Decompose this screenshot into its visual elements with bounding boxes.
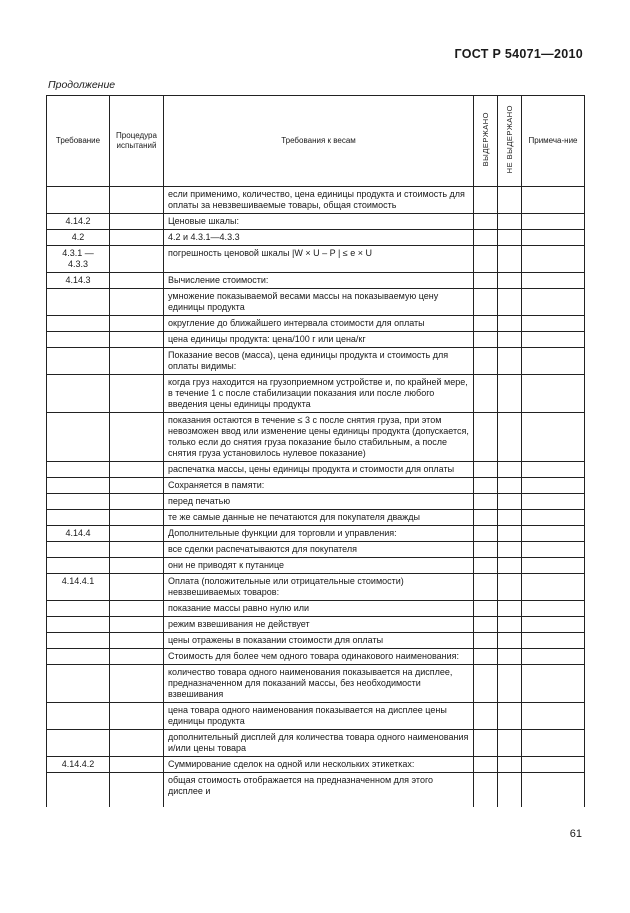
procedure-cell	[110, 617, 164, 633]
continuation-label: Продолжение	[48, 79, 116, 91]
table-row	[47, 230, 585, 246]
table-row	[47, 558, 585, 574]
notes-cell[interactable]	[522, 617, 585, 633]
requirement-cell	[47, 730, 110, 757]
notes-cell[interactable]	[522, 526, 585, 542]
notes-cell[interactable]	[522, 348, 585, 375]
failed-checkbox-cell[interactable]	[498, 289, 522, 316]
passed-checkbox-cell[interactable]	[474, 649, 498, 665]
column-header-requirement: Требование	[47, 96, 110, 187]
table-row	[47, 289, 585, 316]
requirement-cell	[47, 316, 110, 332]
procedure-cell	[110, 633, 164, 649]
table-row	[47, 703, 585, 730]
procedure-cell	[110, 316, 164, 332]
column-header-notes: Примеча-ние	[522, 96, 585, 187]
table-row	[47, 757, 585, 773]
page-number: 61	[569, 828, 582, 840]
passed-checkbox-cell[interactable]	[474, 757, 498, 773]
passed-checkbox-cell[interactable]	[474, 462, 498, 478]
notes-cell[interactable]	[522, 316, 585, 332]
procedure-cell	[110, 187, 164, 214]
requirement-cell	[47, 542, 110, 558]
requirement-text-cell: показания остаются в течение ≤ 3 с после снятия груза, при этом невозможен ввод или изменение цены единицы продукта (допускается, только если до снятия груза показание было стабильным, а после снятия груза установилось нулевое показание)	[164, 413, 474, 462]
passed-checkbox-cell[interactable]	[474, 230, 498, 246]
table-row	[47, 510, 585, 526]
table-row	[47, 542, 585, 558]
failed-checkbox-cell[interactable]	[498, 617, 522, 633]
requirement-cell	[47, 413, 110, 462]
table-row	[47, 526, 585, 542]
passed-checkbox-cell[interactable]	[474, 273, 498, 289]
failed-checkbox-cell[interactable]	[498, 413, 522, 462]
requirement-cell	[47, 633, 110, 649]
requirement-cell: 4.14.4	[47, 526, 110, 542]
notes-cell[interactable]	[522, 757, 585, 773]
table-row	[47, 316, 585, 332]
procedure-cell	[110, 665, 164, 703]
failed-checkbox-cell[interactable]	[498, 510, 522, 526]
failed-checkbox-cell[interactable]	[498, 316, 522, 332]
table-header-row	[47, 96, 585, 187]
requirement-text-cell: те же самые данные не печатаются для покупателя дважды	[164, 510, 474, 526]
requirement-text-cell: Сохраняется в памяти:	[164, 478, 474, 494]
passed-checkbox-cell[interactable]	[474, 187, 498, 214]
requirement-text-cell: Суммирование сделок на одной или нескольких этикетках:	[164, 757, 474, 773]
requirement-text-cell: режим взвешивания не действует	[164, 617, 474, 633]
procedure-cell	[110, 462, 164, 478]
passed-checkbox-cell[interactable]	[474, 246, 498, 273]
requirement-cell	[47, 558, 110, 574]
table-row	[47, 665, 585, 703]
requirement-cell	[47, 187, 110, 214]
requirement-cell: 4.14.4.1	[47, 574, 110, 601]
requirement-text-cell: дополнительный дисплей для количества товара одного наименования и/или цены товара	[164, 730, 474, 757]
failed-checkbox-cell[interactable]	[498, 665, 522, 703]
notes-cell[interactable]	[522, 665, 585, 703]
procedure-cell	[110, 649, 164, 665]
requirement-text-cell: Показание весов (масса), цена единицы продукта и стоимость для оплаты видимы:	[164, 348, 474, 375]
requirement-text-cell: все сделки распечатываются для покупателя	[164, 542, 474, 558]
failed-checkbox-cell[interactable]	[498, 526, 522, 542]
passed-checkbox-cell[interactable]	[474, 526, 498, 542]
failed-checkbox-cell[interactable]	[498, 230, 522, 246]
passed-checkbox-cell[interactable]	[474, 413, 498, 462]
failed-checkbox-cell[interactable]	[498, 273, 522, 289]
notes-cell[interactable]	[522, 462, 585, 478]
failed-checkbox-cell[interactable]	[498, 478, 522, 494]
requirement-text-cell: показание массы равно нулю или	[164, 601, 474, 617]
procedure-cell	[110, 757, 164, 773]
requirement-text-cell: округление до ближайшего интервала стоимости для оплаты	[164, 316, 474, 332]
requirement-cell: 4.14.4.2	[47, 757, 110, 773]
notes-cell[interactable]	[522, 773, 585, 808]
requirement-cell: 4.14.2	[47, 214, 110, 230]
requirement-cell: 4.14.3	[47, 273, 110, 289]
procedure-cell	[110, 558, 164, 574]
table-row	[47, 273, 585, 289]
notes-cell[interactable]	[522, 230, 585, 246]
requirement-text-cell: Оплата (положительные или отрицательные стоимости) невзвешиваемых товаров:	[164, 574, 474, 601]
table-row	[47, 574, 585, 601]
procedure-cell	[110, 273, 164, 289]
notes-cell[interactable]	[522, 273, 585, 289]
passed-checkbox-cell[interactable]	[474, 510, 498, 526]
table-row	[47, 730, 585, 757]
procedure-cell	[110, 526, 164, 542]
passed-checkbox-cell[interactable]	[474, 665, 498, 703]
notes-cell[interactable]	[522, 187, 585, 214]
procedure-cell	[110, 246, 164, 273]
table-row	[47, 187, 585, 214]
table-row	[47, 214, 585, 230]
notes-cell[interactable]	[522, 375, 585, 413]
passed-checkbox-cell[interactable]	[474, 617, 498, 633]
requirement-cell	[47, 375, 110, 413]
requirement-cell	[47, 649, 110, 665]
procedure-cell	[110, 413, 164, 462]
failed-checkbox-cell[interactable]	[498, 703, 522, 730]
requirement-text-cell: если применимо, количество, цена единицы продукта и стоимость для оплаты за невзвешиваемые товары, общая стоимость	[164, 187, 474, 214]
failed-checkbox-cell[interactable]	[498, 649, 522, 665]
requirement-cell	[47, 601, 110, 617]
procedure-cell	[110, 703, 164, 730]
requirement-text-cell: они не приводят к путанице	[164, 558, 474, 574]
failed-checkbox-cell[interactable]	[498, 214, 522, 230]
procedure-cell	[110, 773, 164, 808]
passed-checkbox-cell[interactable]	[474, 633, 498, 649]
table-row	[47, 332, 585, 348]
failed-checkbox-cell[interactable]	[498, 494, 522, 510]
table-row	[47, 413, 585, 462]
notes-cell[interactable]	[522, 289, 585, 316]
requirement-text-cell: погрешность ценовой шкалы |W × U – P | ≤ e × U	[164, 246, 474, 273]
passed-checkbox-cell[interactable]	[474, 703, 498, 730]
requirement-cell	[47, 617, 110, 633]
failed-checkbox-cell[interactable]	[498, 558, 522, 574]
passed-checkbox-cell[interactable]	[474, 773, 498, 808]
requirements-table	[46, 95, 585, 807]
table-row	[47, 494, 585, 510]
table-row	[47, 633, 585, 649]
procedure-cell	[110, 494, 164, 510]
failed-checkbox-cell[interactable]	[498, 246, 522, 273]
procedure-cell	[110, 332, 164, 348]
column-header-failed-label: НЕ ВЫДЕРЖАНО	[504, 105, 514, 174]
procedure-cell	[110, 510, 164, 526]
requirement-text-cell: Стоимость для более чем одного товара одинакового наименования:	[164, 649, 474, 665]
requirement-cell	[47, 462, 110, 478]
passed-checkbox-cell[interactable]	[474, 730, 498, 757]
procedure-cell	[110, 542, 164, 558]
failed-checkbox-cell[interactable]	[498, 773, 522, 808]
passed-checkbox-cell[interactable]	[474, 214, 498, 230]
notes-cell[interactable]	[522, 649, 585, 665]
notes-cell[interactable]	[522, 601, 585, 617]
requirement-cell	[47, 478, 110, 494]
requirement-text-cell: цена товара одного наименования показывается на дисплее цены единицы продукта	[164, 703, 474, 730]
requirement-text-cell: Вычисление стоимости:	[164, 273, 474, 289]
table-row	[47, 348, 585, 375]
requirement-cell	[47, 665, 110, 703]
passed-checkbox-cell[interactable]	[474, 494, 498, 510]
passed-checkbox-cell[interactable]	[474, 558, 498, 574]
failed-checkbox-cell[interactable]	[498, 633, 522, 649]
notes-cell[interactable]	[522, 332, 585, 348]
failed-checkbox-cell[interactable]	[498, 462, 522, 478]
passed-checkbox-cell[interactable]	[474, 574, 498, 601]
requirement-text-cell: когда груз находится на грузоприемном устройстве и, по крайней мере, в течение 1 с после стабилизации показания или после любого введения цены единицы продукта	[164, 375, 474, 413]
table-row	[47, 649, 585, 665]
requirement-cell	[47, 332, 110, 348]
requirement-cell	[47, 494, 110, 510]
notes-cell[interactable]	[522, 703, 585, 730]
column-header-procedure: Процедура испытаний	[110, 96, 164, 187]
procedure-cell	[110, 230, 164, 246]
requirement-text-cell: распечатка массы, цены единицы продукта и стоимости для оплаты	[164, 462, 474, 478]
requirement-cell	[47, 773, 110, 808]
column-header-failed	[498, 96, 522, 187]
requirement-text-cell: общая стоимость отображается на предназначенном для этого дисплее и	[164, 773, 474, 808]
requirement-cell: 4.2	[47, 230, 110, 246]
notes-cell[interactable]	[522, 633, 585, 649]
requirement-text-cell: перед печатью	[164, 494, 474, 510]
requirement-text-cell: 4.2 и 4.3.1—4.3.3	[164, 230, 474, 246]
procedure-cell	[110, 601, 164, 617]
table-row	[47, 617, 585, 633]
passed-checkbox-cell[interactable]	[474, 375, 498, 413]
passed-checkbox-cell[interactable]	[474, 316, 498, 332]
procedure-cell	[110, 289, 164, 316]
requirement-cell	[47, 510, 110, 526]
requirement-text-cell: цена единицы продукта: цена/100 г или цена/кг	[164, 332, 474, 348]
failed-checkbox-cell[interactable]	[498, 375, 522, 413]
failed-checkbox-cell[interactable]	[498, 542, 522, 558]
requirement-cell	[47, 348, 110, 375]
notes-cell[interactable]	[522, 246, 585, 273]
table-row	[47, 773, 585, 808]
procedure-cell	[110, 214, 164, 230]
table-row	[47, 246, 585, 273]
procedure-cell	[110, 574, 164, 601]
requirement-text-cell: Дополнительные функции для торговли и управления:	[164, 526, 474, 542]
failed-checkbox-cell[interactable]	[498, 348, 522, 375]
passed-checkbox-cell[interactable]	[474, 289, 498, 316]
table-row	[47, 462, 585, 478]
failed-checkbox-cell[interactable]	[498, 601, 522, 617]
requirement-cell	[47, 703, 110, 730]
table-row	[47, 478, 585, 494]
passed-checkbox-cell[interactable]	[474, 542, 498, 558]
procedure-cell	[110, 730, 164, 757]
notes-cell[interactable]	[522, 494, 585, 510]
failed-checkbox-cell[interactable]	[498, 757, 522, 773]
column-header-passed-label: ВЫДЕРЖАНО	[480, 112, 490, 167]
document-standard-code: ГОСТ Р 54071—2010	[454, 47, 583, 61]
table-body	[47, 187, 585, 808]
failed-checkbox-cell[interactable]	[498, 187, 522, 214]
requirement-text-cell: цены отражены в показании стоимости для оплаты	[164, 633, 474, 649]
notes-cell[interactable]	[522, 478, 585, 494]
passed-checkbox-cell[interactable]	[474, 348, 498, 375]
notes-cell[interactable]	[522, 413, 585, 462]
passed-checkbox-cell[interactable]	[474, 601, 498, 617]
procedure-cell	[110, 348, 164, 375]
requirement-text-cell: умножение показываемой весами массы на показываемую цену единицы продукта	[164, 289, 474, 316]
requirement-cell	[47, 289, 110, 316]
requirement-text-cell: Ценовые шкалы:	[164, 214, 474, 230]
passed-checkbox-cell[interactable]	[474, 478, 498, 494]
failed-checkbox-cell[interactable]	[498, 574, 522, 601]
requirement-text-cell: количество товара одного наименования показывается на дисплее, предназначенном для показаний массы, без необходимости взвешивания	[164, 665, 474, 703]
notes-cell[interactable]	[522, 558, 585, 574]
notes-cell[interactable]	[522, 730, 585, 757]
table-row	[47, 601, 585, 617]
notes-cell[interactable]	[522, 214, 585, 230]
notes-cell[interactable]	[522, 542, 585, 558]
notes-cell[interactable]	[522, 574, 585, 601]
procedure-cell	[110, 375, 164, 413]
notes-cell[interactable]	[522, 510, 585, 526]
passed-checkbox-cell[interactable]	[474, 332, 498, 348]
column-header-scale-requirements: Требования к весам	[164, 96, 474, 187]
failed-checkbox-cell[interactable]	[498, 730, 522, 757]
failed-checkbox-cell[interactable]	[498, 332, 522, 348]
requirement-cell: 4.3.1 — 4.3.3	[47, 246, 110, 273]
column-header-passed	[474, 96, 498, 187]
table-row	[47, 375, 585, 413]
procedure-cell	[110, 478, 164, 494]
